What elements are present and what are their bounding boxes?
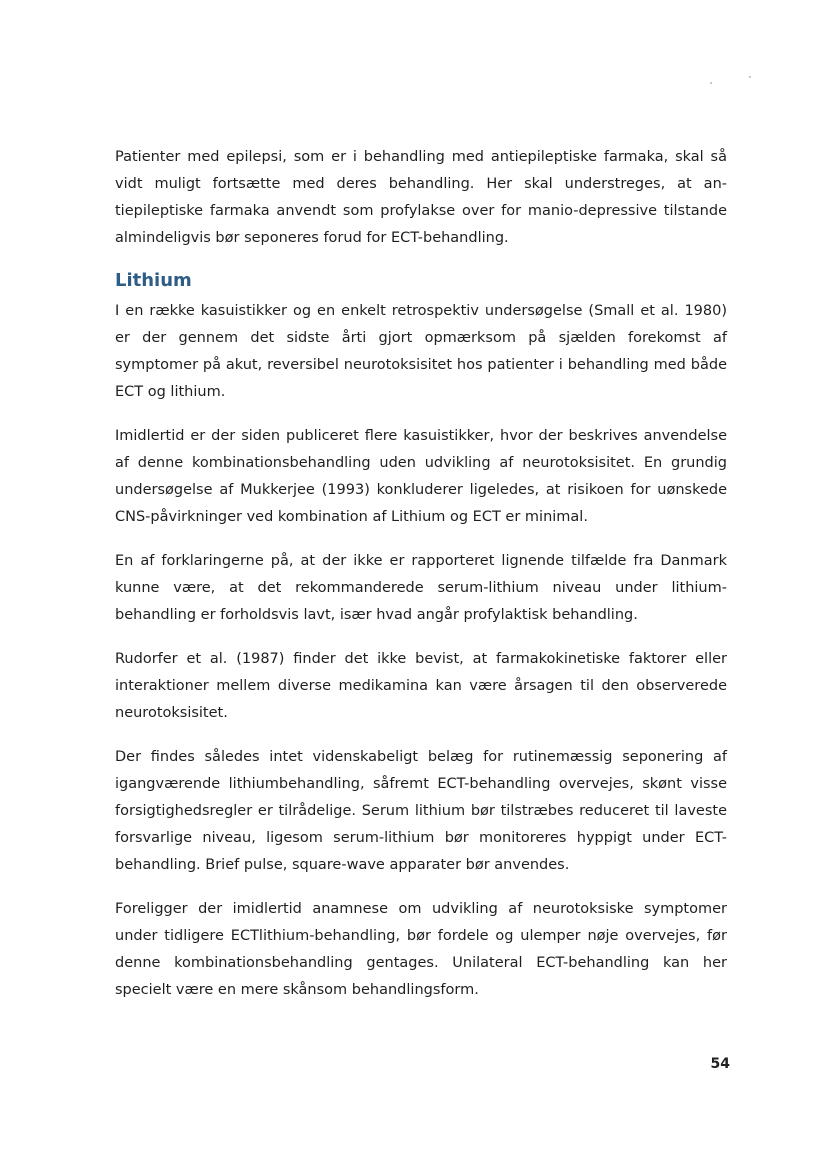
scan-speck	[749, 76, 751, 78]
body-paragraph: Rudorfer et al. (1987) finder det ikke bevist, at farmakokinetiske faktorer eller interaktioner mellem diverse medikamina kan være årsagen til den observerede neurotoksisitet.	[115, 651, 727, 721]
section-heading: Lithium	[115, 270, 192, 291]
text-column	[115, 144, 727, 1004]
body-paragraph: Foreligger der imidlertid anamnese om udvikling af neurotoksiske symptomer under tidligere ECTlithium-behandling, bør fordele og ulemper nøje overvejes, før denne kombinationsbehandling gentages. Unilateral ECT-behandling kan her specielt være en mere skånsom behandlingsform.	[115, 901, 727, 998]
intro-paragraph: Patienter med epilepsi, som er i behandling med antiepileptiske farmaka, skal så vidt muligt fortsætte med deres behandling. Her skal understreges, at antiepileptiske farmaka anvendt som profylakse over for manio-depressive tilstande almindeligvis bør seponeres forud for ECT-behandling.	[115, 149, 727, 246]
body-paragraph: En af forklaringerne på, at der ikke er rapporteret lignende tilfælde fra Danmark kunne være, at det rekommanderede serum-lithium niveau under lithiumbehandling er forholdsvis lavt, især hvad angår profylaktisk behandling.	[115, 553, 727, 623]
body-paragraph: I en række kasuistikker og en enkelt retrospektiv undersøgelse (Small et al. 1980) er der gennem det sidste årti gjort opmærksom på sjælden forekomst af symptomer på akut, reversibel neurotoksisitet hos patienter i behandling med både ECT og lithium.	[115, 303, 727, 400]
body-paragraph: Imidlertid er der siden publiceret flere kasuistikker, hvor der beskrives anvendelse af denne kombinationsbehandling uden udvikling af neurotoksisitet. En grundig undersøgelse af Mukkerjee (1993) konkluderer ligeledes, at risikoen for uønskede CNS-påvirkninger ved kombination af Lithium og ECT er minimal.	[115, 428, 727, 525]
body-paragraph: Der findes således intet videnskabeligt belæg for rutinemæssig seponering af igangværende lithiumbehandling, såfremt ECT-behandling overvejes, skønt visse forsigtighedsregler er tilrådelige. Serum lithium bør tilstræbes reduceret til laveste forsvarlige niveau, ligesom serum-lithium bør monitoreres hyppigt under ECT-behandling. Brief pulse, square-wave apparater bør anvendes.	[115, 749, 727, 873]
page-number: 54	[710, 1056, 730, 1072]
scan-speck	[710, 82, 712, 84]
